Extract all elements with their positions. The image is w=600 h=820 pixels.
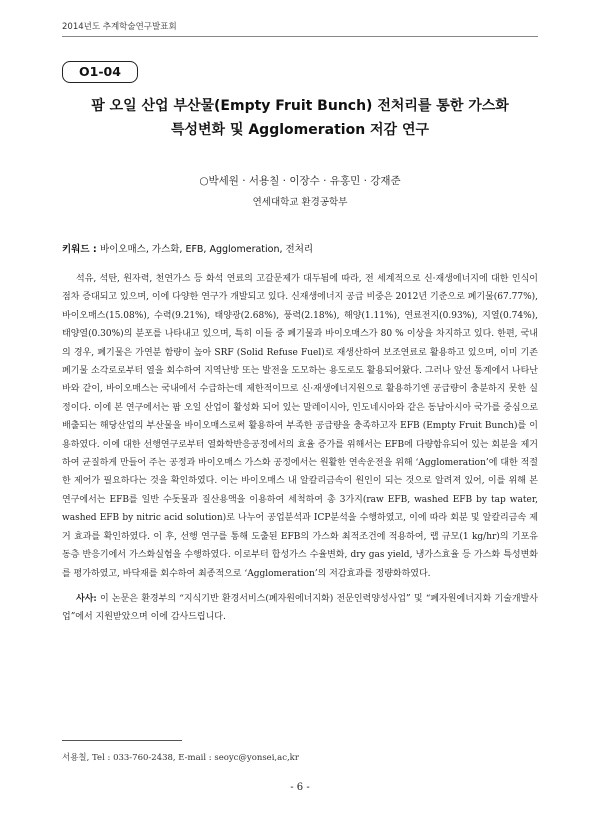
acknowledgement-text: 이 논문은 환경부의 “지식기반 환경서비스(폐자원에너지화) 전문인력양성사업” 및 “폐자원에너지화 기술개발사업”에서 지원받았으며 이에 감사드립니다. [62, 594, 538, 623]
keywords-label: 키워드 : [62, 244, 100, 255]
keywords-line [62, 241, 538, 255]
affiliation: 연세대학교 환경공학부 [252, 197, 348, 208]
acknowledgement-label: 사사: [76, 594, 97, 604]
title-line-1: 팜 오일 산업 부산물(Empty Fruit Bunch) 전처리를 통한 가스화 [91, 98, 509, 114]
header-divider [62, 36, 538, 37]
author-list: ○박세원 · 서용칠 · 이장수 · 유홍민 · 강재준 [199, 175, 401, 187]
session-id-badge: O1-04 [62, 61, 138, 83]
keywords-values: 바이오매스, 가스화, EFB, Agglomeration, 전처리 [99, 244, 314, 255]
acknowledgement [62, 590, 538, 627]
abstract-body: 석유, 석탄, 원자력, 천연가스 등 화석 연료의 고갈문제가 대두됨에 따라, 전 세계적으로 신·재생에너지에 대한 인식이 점차 증대되고 있으며, 이에 다양한 연구가 개발되고 있다. 신재생에너지 공급 비중은 2012년 기준으로 폐기물(67.77%), 바이오매스(15.08%), 수력(9.21%), 태양광(2.68%), 풍력(2.18%), 해양(1.11%), 연료전지(0.93%), 지열(0.74%), 태양열(0.30%)의 분포를 나타내고 있으며, 특히 이들 중 폐기물과 바이오매스가 80 % 이상을 차지하고 있다. 한편, 국내의 경우, 폐기물은 가연분 함량이 높아 SRF (Solid Refuse Fuel)로 재생산하여 보조연료로 활용하고 있으며, 이미 기존 폐기물 소각로로부터 열을 회수하여 지역난방 또는 발전을 도모하는 용도로도 활용되어왔다. 그러나 앞선 통계에서 나타난 바와 같이, 바이오매스는 국내에서 수급하는데 제한적이므로 신·재생에너지원으로 활용하기엔 공급량이 충분하지 못한 실정이다. 이에 본 연구에서는 팜 오일 산업이 활성화 되어 있는 말레이시아, 인도네시아와 같은 동남아시아 국가를 중심으로 배출되는 해당산업의 부산물을 바이오매스로써 활용하여 부족한 공급량을 충족하고자 EFB (Empty Fruit Bunch)를 이용하였다. 이에 대한 선행연구로부터 열화학반응공정에서의 효율 증가를 위해서는 EFB에 다량함유되어 있는 회분을 제거하여 균질하게 만들어 주는 공정과 바이오매스 가스화 공정에서는 원활한 연속운전을 위해 ‘Agglomeration’에 대한 적절한 제어가 필요하다는 것을 확인하였다. 이는 바이오매스 내 알칼리금속이 원인이 되는 것으로 알려져 있어, 이를 위해 본 연구에서는 EFB를 일반 수돗물과 질산용액을 이용하여 세척하여 총 3가지(raw EFB, washed EFB by tap water, washed EFB by nitric acid solution)로 나누어 공업분석과 ICP분석을 수행하였고, 이에 따라 회분 및 알칼리금속 제거 효과를 확인하였다. 이 후, 선행 연구를 통해 도출된 EFB의 가스화 최적조건에 적용하여, 랩 규모(1 kg/hr)의 기포유동층 반응기에서 가스화실험을 수행하였다. 이로부터 합성가스 수율변화, dry gas yield, 냉가스효율 등 가스화 특성변화를 평가하였고, 바닥재를 회수하여 최종적으로 ‘Agglomeration’의 저감효과를 정량화하였다. [62, 274, 538, 579]
corresponding-author-footnote: 서용칠, Tel : 033-760-2438, E-mail : seoyc@yonsei,ac,kr [62, 753, 299, 763]
paper-title [40, 94, 560, 142]
page-number: - 6 - [290, 782, 310, 793]
running-header: 2014년도 추계학술연구발표회 [62, 22, 177, 32]
footnote-divider [62, 740, 182, 741]
title-line-2: 특성변화 및 Agglomeration 저감 연구 [170, 122, 430, 138]
